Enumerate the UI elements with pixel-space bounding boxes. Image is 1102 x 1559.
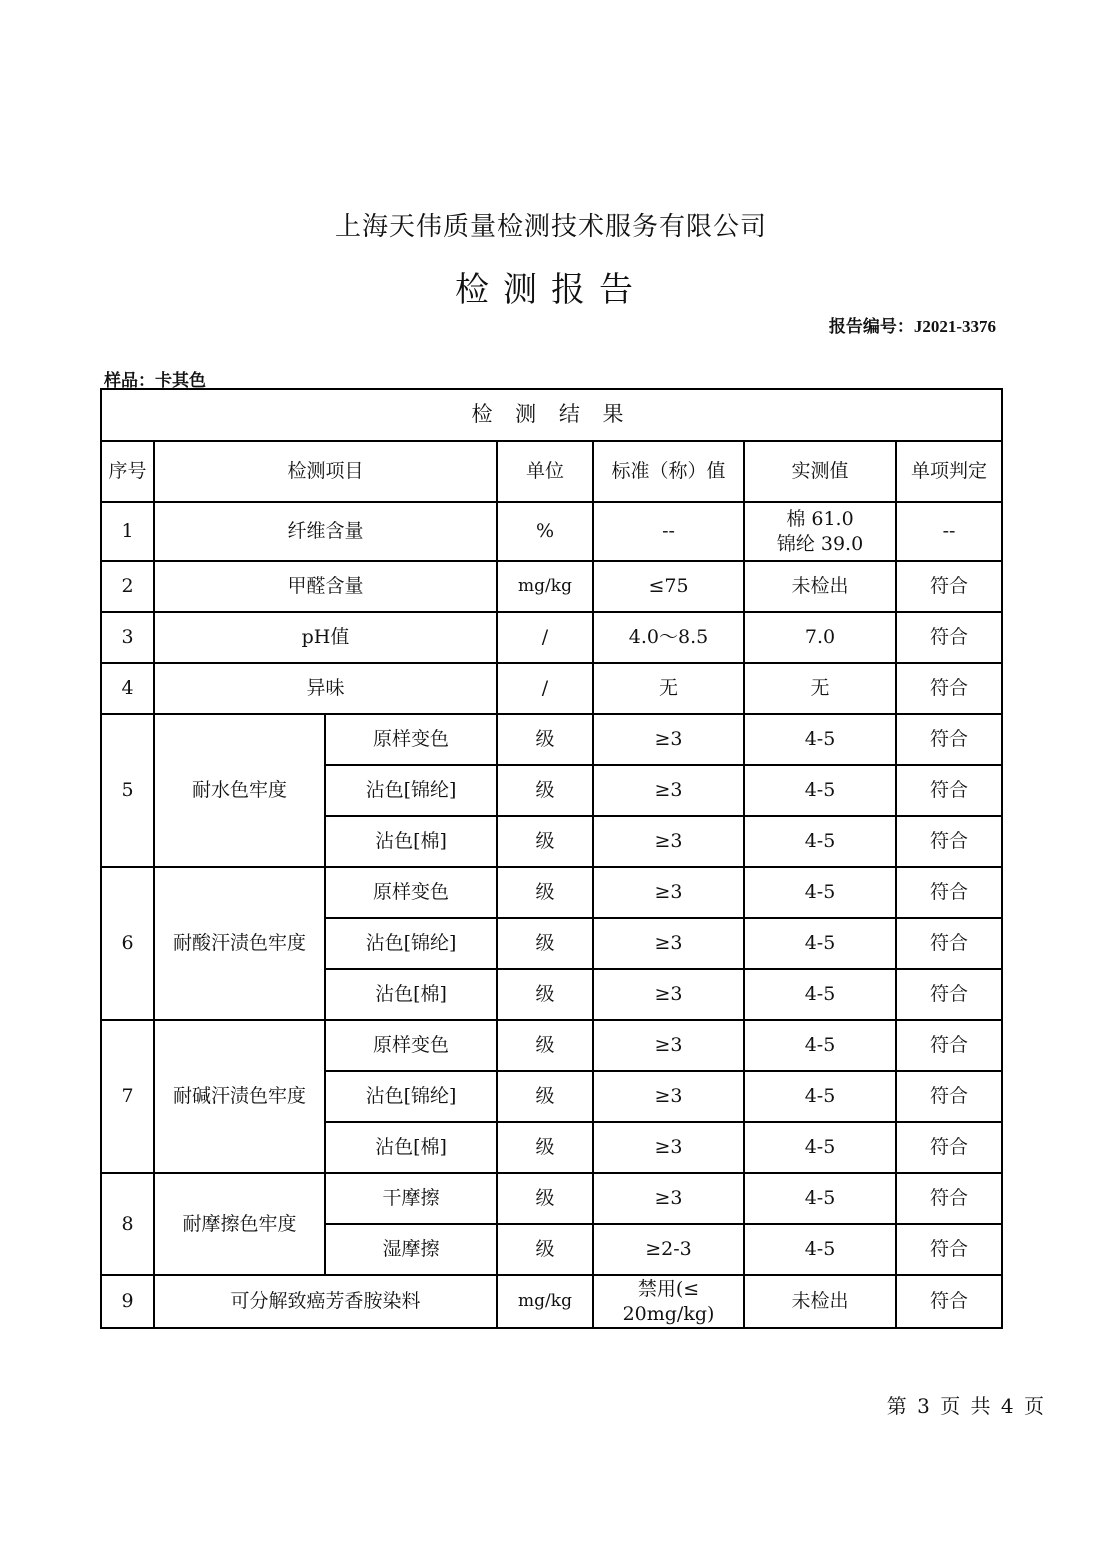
row-unit: 级 <box>497 1020 593 1071</box>
row-no: 7 <box>101 1020 154 1173</box>
page-number: 第 3 页 共 4 页 <box>886 1394 1046 1418</box>
sub-item: 沾色[棉] <box>325 816 497 867</box>
row-standard: ≥3 <box>593 867 744 918</box>
row-judgement: 符合 <box>896 714 1002 765</box>
row-measured: 4-5 <box>744 1173 896 1224</box>
sub-item: 原样变色 <box>325 867 497 918</box>
row-standard: ≥3 <box>593 1071 744 1122</box>
row-item: 耐碱汗渍色牢度 <box>154 1020 325 1173</box>
row-item: pH值 <box>154 612 497 663</box>
row-judgement: 符合 <box>896 1224 1002 1275</box>
row-item: 耐水色牢度 <box>154 714 325 867</box>
row-judgement: 符合 <box>896 867 1002 918</box>
row-no: 3 <box>101 612 154 663</box>
row-judgement: 符合 <box>896 1173 1002 1224</box>
row-judgement: 符合 <box>896 918 1002 969</box>
row-unit: 级 <box>497 1173 593 1224</box>
row-measured: 4-5 <box>744 1020 896 1071</box>
header-judgement: 单项判定 <box>896 441 1002 502</box>
sub-item: 沾色[锦纶] <box>325 1071 497 1122</box>
row-standard: ≥3 <box>593 816 744 867</box>
row-unit: 级 <box>497 816 593 867</box>
sub-item: 原样变色 <box>325 1020 497 1071</box>
row-standard: ≥3 <box>593 1122 744 1173</box>
row-judgement: 符合 <box>896 561 1002 612</box>
standard-line-1: 禁用(≤ <box>637 1277 700 1300</box>
header-standard: 标准（称）值 <box>593 441 744 502</box>
row-measured <box>744 502 896 561</box>
row-judgement: 符合 <box>896 663 1002 714</box>
row-judgement: 符合 <box>896 1020 1002 1071</box>
row-unit: 级 <box>497 969 593 1020</box>
sub-item: 沾色[锦纶] <box>325 918 497 969</box>
row-measured: 4-5 <box>744 969 896 1020</box>
row-unit: mg/kg <box>497 561 593 612</box>
row-item: 耐摩擦色牢度 <box>154 1173 325 1275</box>
table-row <box>101 612 1002 663</box>
row-standard: ≥3 <box>593 1173 744 1224</box>
row-item: 耐酸汗渍色牢度 <box>154 867 325 1020</box>
row-unit: / <box>497 663 593 714</box>
sub-item: 干摩擦 <box>325 1173 497 1224</box>
row-standard <box>593 1275 744 1328</box>
table-row <box>101 502 1002 561</box>
sub-item: 沾色[锦纶] <box>325 765 497 816</box>
row-unit: % <box>497 502 593 561</box>
row-no: 8 <box>101 1173 154 1275</box>
row-item: 异味 <box>154 663 497 714</box>
row-unit: mg/kg <box>497 1275 593 1328</box>
table-title-row <box>101 389 1002 441</box>
row-unit: 级 <box>497 867 593 918</box>
row-measured: 4-5 <box>744 816 896 867</box>
table-row <box>101 1173 1002 1224</box>
table-title: 检 测 结 果 <box>101 389 1002 441</box>
row-standard: 无 <box>593 663 744 714</box>
header-item: 检测项目 <box>154 441 497 502</box>
row-standard: -- <box>593 502 744 561</box>
row-no: 1 <box>101 502 154 561</box>
report-title: 检测报告 <box>455 270 647 310</box>
row-measured: 4-5 <box>744 714 896 765</box>
row-standard: ≤75 <box>593 561 744 612</box>
row-unit: 级 <box>497 1122 593 1173</box>
header-no: 序号 <box>101 441 154 502</box>
row-standard: ≥3 <box>593 765 744 816</box>
row-measured: 未检出 <box>744 1275 896 1328</box>
row-measured: 4-5 <box>744 918 896 969</box>
row-standard: ≥3 <box>593 918 744 969</box>
row-measured: 7.0 <box>744 612 896 663</box>
measured-line-cotton: 棉 61.0 <box>786 507 854 530</box>
row-item: 可分解致癌芳香胺染料 <box>154 1275 497 1328</box>
row-measured: 未检出 <box>744 561 896 612</box>
row-judgement: 符合 <box>896 1071 1002 1122</box>
row-judgement: 符合 <box>896 1122 1002 1173</box>
sub-item: 沾色[棉] <box>325 1122 497 1173</box>
sample-label: 样品：卡其色 <box>104 371 206 390</box>
table-row <box>101 1275 1002 1328</box>
row-judgement: 符合 <box>896 969 1002 1020</box>
row-measured: 4-5 <box>744 1071 896 1122</box>
row-unit: / <box>497 612 593 663</box>
row-standard: ≥3 <box>593 1020 744 1071</box>
table-row <box>101 1020 1002 1071</box>
row-measured: 4-5 <box>744 1122 896 1173</box>
row-standard: ≥3 <box>593 969 744 1020</box>
report-number: 报告编号：J2021-3376 <box>828 317 996 336</box>
row-standard: ≥3 <box>593 714 744 765</box>
table-row <box>101 714 1002 765</box>
row-unit: 级 <box>497 714 593 765</box>
row-judgement: 符合 <box>896 612 1002 663</box>
row-measured: 4-5 <box>744 765 896 816</box>
header-unit: 单位 <box>497 441 593 502</box>
sub-item: 沾色[棉] <box>325 969 497 1020</box>
row-item: 甲醛含量 <box>154 561 497 612</box>
row-measured: 4-5 <box>744 867 896 918</box>
row-judgement: 符合 <box>896 765 1002 816</box>
measured-line-nylon: 锦纶 39.0 <box>776 532 864 555</box>
sub-item: 原样变色 <box>325 714 497 765</box>
row-no: 9 <box>101 1275 154 1328</box>
row-measured: 无 <box>744 663 896 714</box>
row-measured: 4-5 <box>744 1224 896 1275</box>
company-name: 上海天伟质量检测技术服务有限公司 <box>334 212 767 242</box>
row-judgement: -- <box>896 502 1002 561</box>
row-unit: 级 <box>497 765 593 816</box>
row-standard: 4.0～8.5 <box>593 612 744 663</box>
row-no: 5 <box>101 714 154 867</box>
row-unit: 级 <box>497 918 593 969</box>
standard-line-2: 20mg/kg) <box>622 1302 715 1325</box>
results-table <box>100 388 1003 1329</box>
table-header-row <box>101 441 1002 502</box>
row-no: 2 <box>101 561 154 612</box>
row-judgement: 符合 <box>896 816 1002 867</box>
header-measured: 实测值 <box>744 441 896 502</box>
table-row <box>101 867 1002 918</box>
row-unit: 级 <box>497 1071 593 1122</box>
row-no: 4 <box>101 663 154 714</box>
table-row <box>101 561 1002 612</box>
row-no: 6 <box>101 867 154 1020</box>
row-unit: 级 <box>497 1224 593 1275</box>
row-judgement: 符合 <box>896 1275 1002 1328</box>
row-standard: ≥2-3 <box>593 1224 744 1275</box>
sub-item: 湿摩擦 <box>325 1224 497 1275</box>
table-row <box>101 663 1002 714</box>
row-item: 纤维含量 <box>154 502 497 561</box>
